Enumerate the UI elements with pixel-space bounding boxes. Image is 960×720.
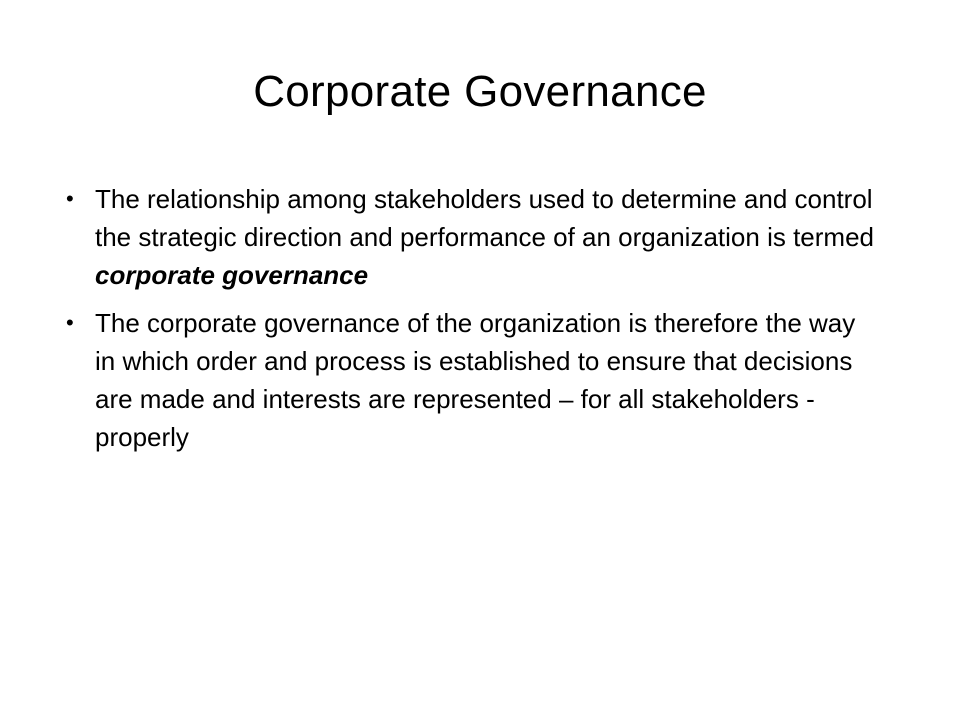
bullet-item	[66, 304, 876, 456]
slide-title: Corporate Governance	[253, 67, 707, 116]
bullet-list	[66, 180, 876, 466]
bullet-item	[66, 180, 876, 294]
bullet-text-plain: The relationship among stakeholders used to determine and control the strategic direction and performance of an organization is termed	[95, 184, 874, 252]
bullet-text-plain: The corporate governance of the organization is therefore the way in which order and process is established to ensure that decisions are made and interests are represented – for all stakeholders - properly	[95, 308, 856, 452]
bullet-dot-icon: •	[66, 310, 74, 335]
bullet-text-emphasis: corporate governance	[95, 260, 369, 290]
bullet-dot-icon: •	[66, 186, 74, 211]
bullet-text	[95, 308, 855, 452]
bullet-text	[95, 184, 874, 290]
